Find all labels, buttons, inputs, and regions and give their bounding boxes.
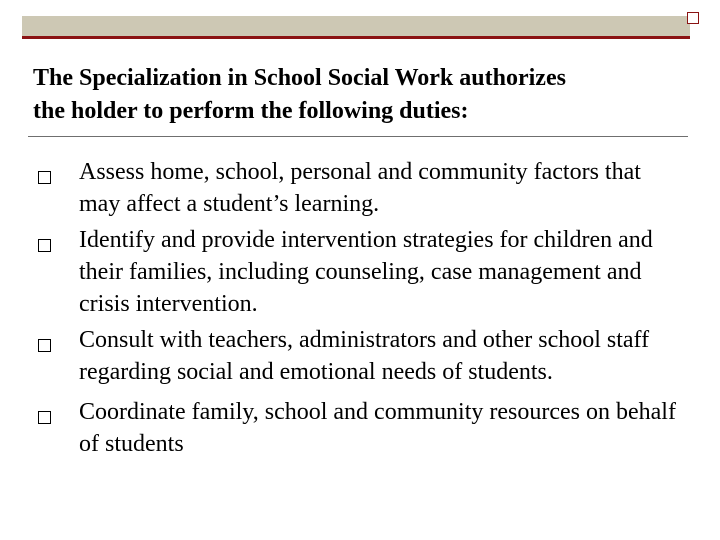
square-bullet-icon <box>38 171 51 184</box>
duty-text: Identify and provide intervention strategies for children and their families, including counseling, case management and crisis intervention. <box>79 227 653 317</box>
slide-title <box>33 62 683 128</box>
duty-item-consult <box>38 324 678 388</box>
duty-text: Consult with teachers, administrators and other school staff regarding social and emotional needs of students. <box>79 327 650 385</box>
square-bullet-icon <box>38 239 51 252</box>
duty-item-identify <box>38 224 678 320</box>
square-bullet-icon <box>38 411 51 424</box>
square-bullet-icon <box>38 339 51 352</box>
duty-text: Assess home, school, personal and community factors that may affect a student’s learning. <box>79 159 641 217</box>
title-divider <box>28 136 688 137</box>
corner-square-decoration <box>687 12 699 24</box>
duty-text: Coordinate family, school and community resources on behalf of students <box>79 399 676 457</box>
header-bar <box>22 16 690 39</box>
duty-item-coordinate <box>38 396 678 460</box>
slide-title-line-1: The Specialization in School Social Work authorizes <box>33 65 566 91</box>
duty-item-assess <box>38 156 678 220</box>
duties-list <box>38 156 678 464</box>
slide-title-line-2: the holder to perform the following duties: <box>33 98 469 124</box>
